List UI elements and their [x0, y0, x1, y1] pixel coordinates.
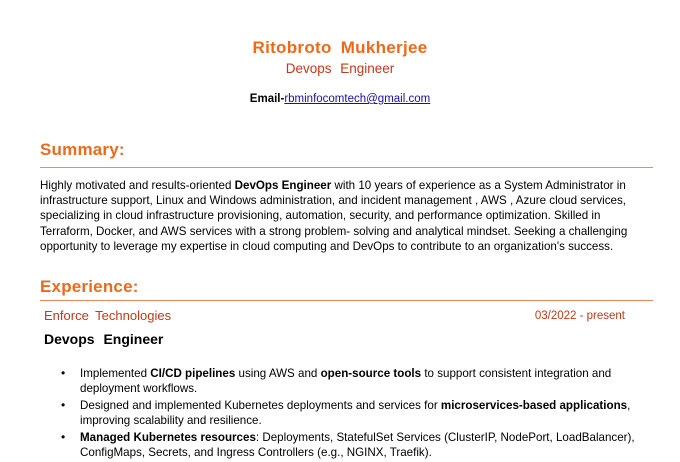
summary-text [40, 178, 655, 254]
bullet-bold: Managed Kubernetes resources [80, 430, 256, 444]
summary-text-part2: with 10 years of experience as a System Administrator in infrastructure support, Linux and Windows administration, and incident management , AWS , Azure cloud services, specializing in cloud infrastructure provisioning, automation, security, and performance optimization. Skilled in Terraform, Docker, and AWS services with a strong problem- solving and analytical mindset. Seeking a challenging opportunity to leverage my expertise in cloud computing and DevOps to contribute to an organization's success. [40, 179, 628, 253]
job-title: Devops Engineer [44, 331, 164, 347]
list-item [80, 366, 660, 396]
experience-bullets [80, 366, 660, 462]
contact-line [0, 93, 680, 105]
company-name: Enforce Technologies [44, 308, 172, 323]
candidate-role: Devops Engineer [285, 61, 395, 76]
bullet-text: : Deployments, StatefulSet Services (ClusterIP, NodePort, LoadBalancer), ConfigMaps, Secrets, and Ingress Controllers (e.g., NGINX, Traefik). [80, 430, 635, 460]
bullet-bold: microservices-based applications [440, 398, 628, 412]
experience-heading: Experience: [40, 277, 139, 296]
experience-divider [40, 300, 653, 301]
email-link[interactable]: rbminfocomtech@gmail.com [284, 93, 431, 105]
bullet-text: , improving scalability and resilience. [80, 398, 631, 428]
employment-dates: 03/2022 - present [534, 310, 625, 322]
candidate-name: Ritobroto Mukherjee [252, 38, 428, 57]
bullet-text: Designed and implemented Kubernetes deployments and services for [80, 398, 441, 412]
summary-text-bold: DevOps Engineer [234, 179, 332, 192]
bullet-bold: CI/CD pipelines [150, 367, 236, 380]
bullet-text: using AWS and [235, 367, 321, 380]
list-item [80, 398, 660, 428]
email-label: Email- [249, 93, 285, 105]
bullet-text: Implemented [80, 367, 151, 380]
bullet-text: to support consistent integration and deployment workflows. [80, 367, 612, 396]
bullet-bold: open-source tools [320, 367, 422, 380]
summary-divider [40, 167, 653, 168]
summary-text-part1: Highly motivated and results-oriented [40, 179, 235, 192]
list-item [80, 430, 660, 460]
summary-heading: Summary: [40, 140, 125, 159]
